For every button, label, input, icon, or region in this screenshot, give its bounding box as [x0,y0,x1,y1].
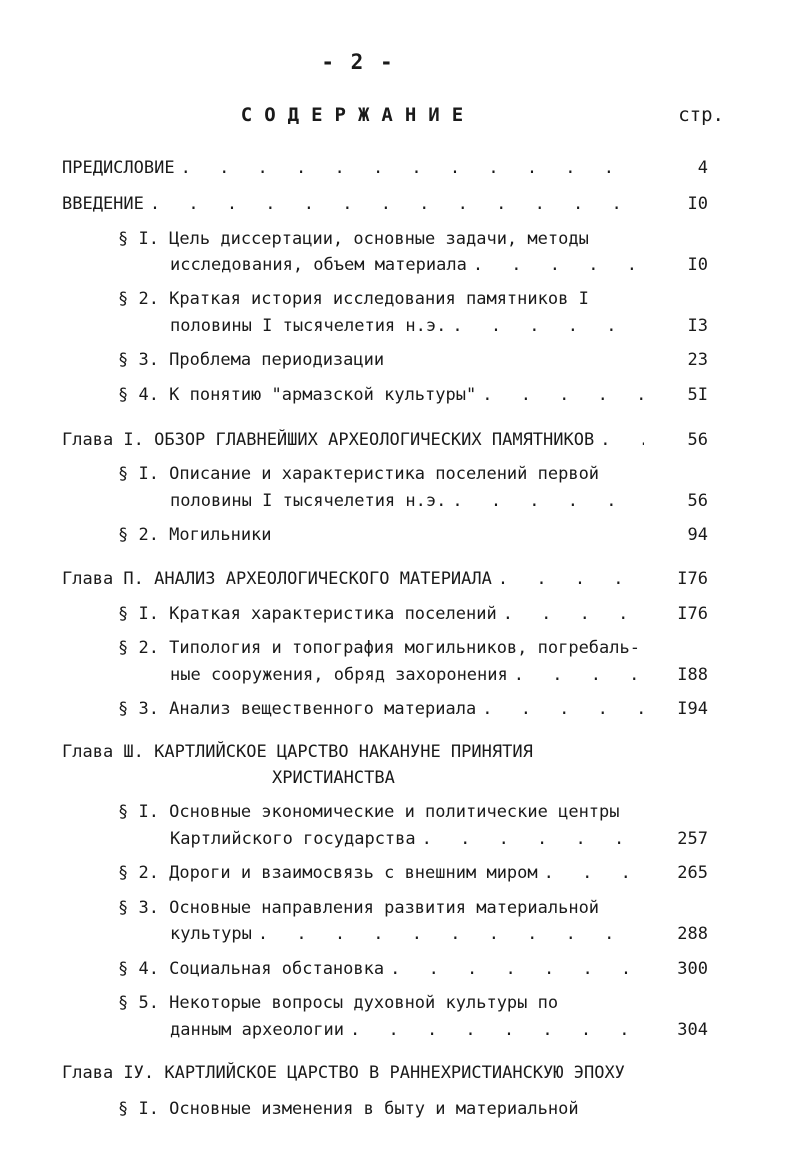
leader-dots [452,491,644,511]
toc-page-number: I3 [687,316,708,336]
toc-entry-text: § I. Основные экономические и политические центры [118,802,620,822]
page-column-label: стр. [678,104,724,126]
toc-entry-text: § I. Описание и характеристика поселений первой [118,464,600,484]
toc-entry [118,350,650,370]
toc-entry [118,959,650,979]
leader-dots [350,1020,644,1040]
toc-entry-text: § I. Краткая характеристика поселений [118,604,497,624]
toc-entry-text: § I. Основные изменения в быту и материальной [118,1099,579,1119]
toc-entry-text: Глава I. ОБЗОР ГЛАВНЕЙШИХ АРХЕОЛОГИЧЕСКИХ ПАМЯТНИКОВ [62,430,595,450]
toc-entry-text-cont: культуры [170,924,252,944]
toc-entry-text-cont: Картлийского государства [170,829,416,849]
toc-page-number: 300 [677,959,708,979]
toc-entry [118,385,650,405]
leader-dots [390,959,644,979]
leader-dots [544,863,644,883]
page-number: - 2 - [321,50,395,74]
toc-entry [118,699,650,719]
toc-page-number: I76 [677,604,708,624]
toc-page-number: 288 [677,924,708,944]
leader-dots [473,255,644,275]
toc-entry [170,491,650,511]
toc-entry-text: § 2. Могильники [118,525,272,545]
toc-page-number: 23 [687,350,708,370]
toc-entry [62,569,650,589]
toc-page-number: 5I [687,385,708,405]
toc-page-number: 257 [677,829,708,849]
toc-entry [118,604,650,624]
contents-heading: СОДЕРЖАНИЕ [240,104,476,126]
leader-dots [422,829,644,849]
leader-dots [181,158,644,178]
leader-dots [258,924,644,944]
toc-entry-text-cont: данным археологии [170,1020,344,1040]
toc-page-number: I94 [677,699,708,719]
toc-entry-text: § 2. Типология и топография могильников, погребаль- [118,638,640,658]
toc-chapter-title-cont: ХРИСТИАНСТВА [272,768,395,788]
leader-dots [503,604,644,624]
toc-page-number: 94 [687,525,708,545]
toc-entry-text: ПРЕДИСЛОВИЕ [62,158,175,178]
toc-page-number: 56 [687,491,708,511]
toc-entry [170,665,650,685]
toc-entry-text: § 3. Проблема периодизации [118,350,385,370]
toc-entry-text: § 3. Основные направления развития материальной [118,898,600,918]
leader-dots [150,194,644,214]
toc-entry-text: § 2. Дороги и взаимосвязь с внешним миром [118,863,538,883]
leader-dots [482,699,644,719]
toc-entry-text-cont: половины I тысячелетия н.э. [170,491,447,511]
toc-chapter-title: Глава Ш. КАРТЛИЙСКОЕ ЦАРСТВО НАКАНУНЕ ПРИНЯТИЯ [62,742,533,762]
toc-entry-text: § 4. Социальная обстановка [118,959,385,979]
toc-entry-text: § 3. Анализ вещественного материала [118,699,477,719]
toc-entry-text: Глава П. АНАЛИЗ АРХЕОЛОГИЧЕСКОГО МАТЕРИАЛА [62,569,492,589]
toc-page-number: I0 [687,194,708,214]
toc-entry [170,829,650,849]
leader-dots [482,385,644,405]
toc-entry-text: § 2. Краткая история исследования памятников I [118,289,589,309]
toc-entry [62,430,650,450]
toc-entry-text-cont: ные сооружения, обряд захоронения [170,665,508,685]
toc-entry-text-cont: половины I тысячелетия н.э. [170,316,447,336]
toc-page-number: 56 [687,430,708,450]
toc-page-number: I88 [677,665,708,685]
toc-entry [118,863,650,883]
toc-entry [62,158,650,178]
toc-entry [170,316,650,336]
toc-page-number: I76 [677,569,708,589]
toc-entry [118,525,650,545]
toc-page-number: 4 [697,158,708,178]
toc-entry [62,194,650,214]
toc-page-number: 304 [677,1020,708,1040]
leader-dots [600,430,644,450]
toc-entry [170,924,650,944]
toc-entry [170,255,650,275]
toc-entry [170,1020,650,1040]
leader-dots [498,569,644,589]
leader-dots [452,316,644,336]
toc-entry-text: § 4. К понятию "армазской культуры" [118,385,477,405]
leader-dots [514,665,644,685]
toc-entry-text: § I. Цель диссертации, основные задачи, методы [118,229,589,249]
toc-chapter-title: Глава IУ. КАРТЛИЙСКОЕ ЦАРСТВО В РАННЕХРИСТИАНСКУЮ ЭПОХУ [62,1063,625,1083]
toc-page-number: 265 [677,863,708,883]
toc-page-number: I0 [687,255,708,275]
toc-entry-text: § 5. Некоторые вопросы духовной культуры по [118,993,559,1013]
toc-entry-text-cont: исследования, объем материала [170,255,467,275]
toc-entry-text: ВВЕДЕНИЕ [62,194,144,214]
